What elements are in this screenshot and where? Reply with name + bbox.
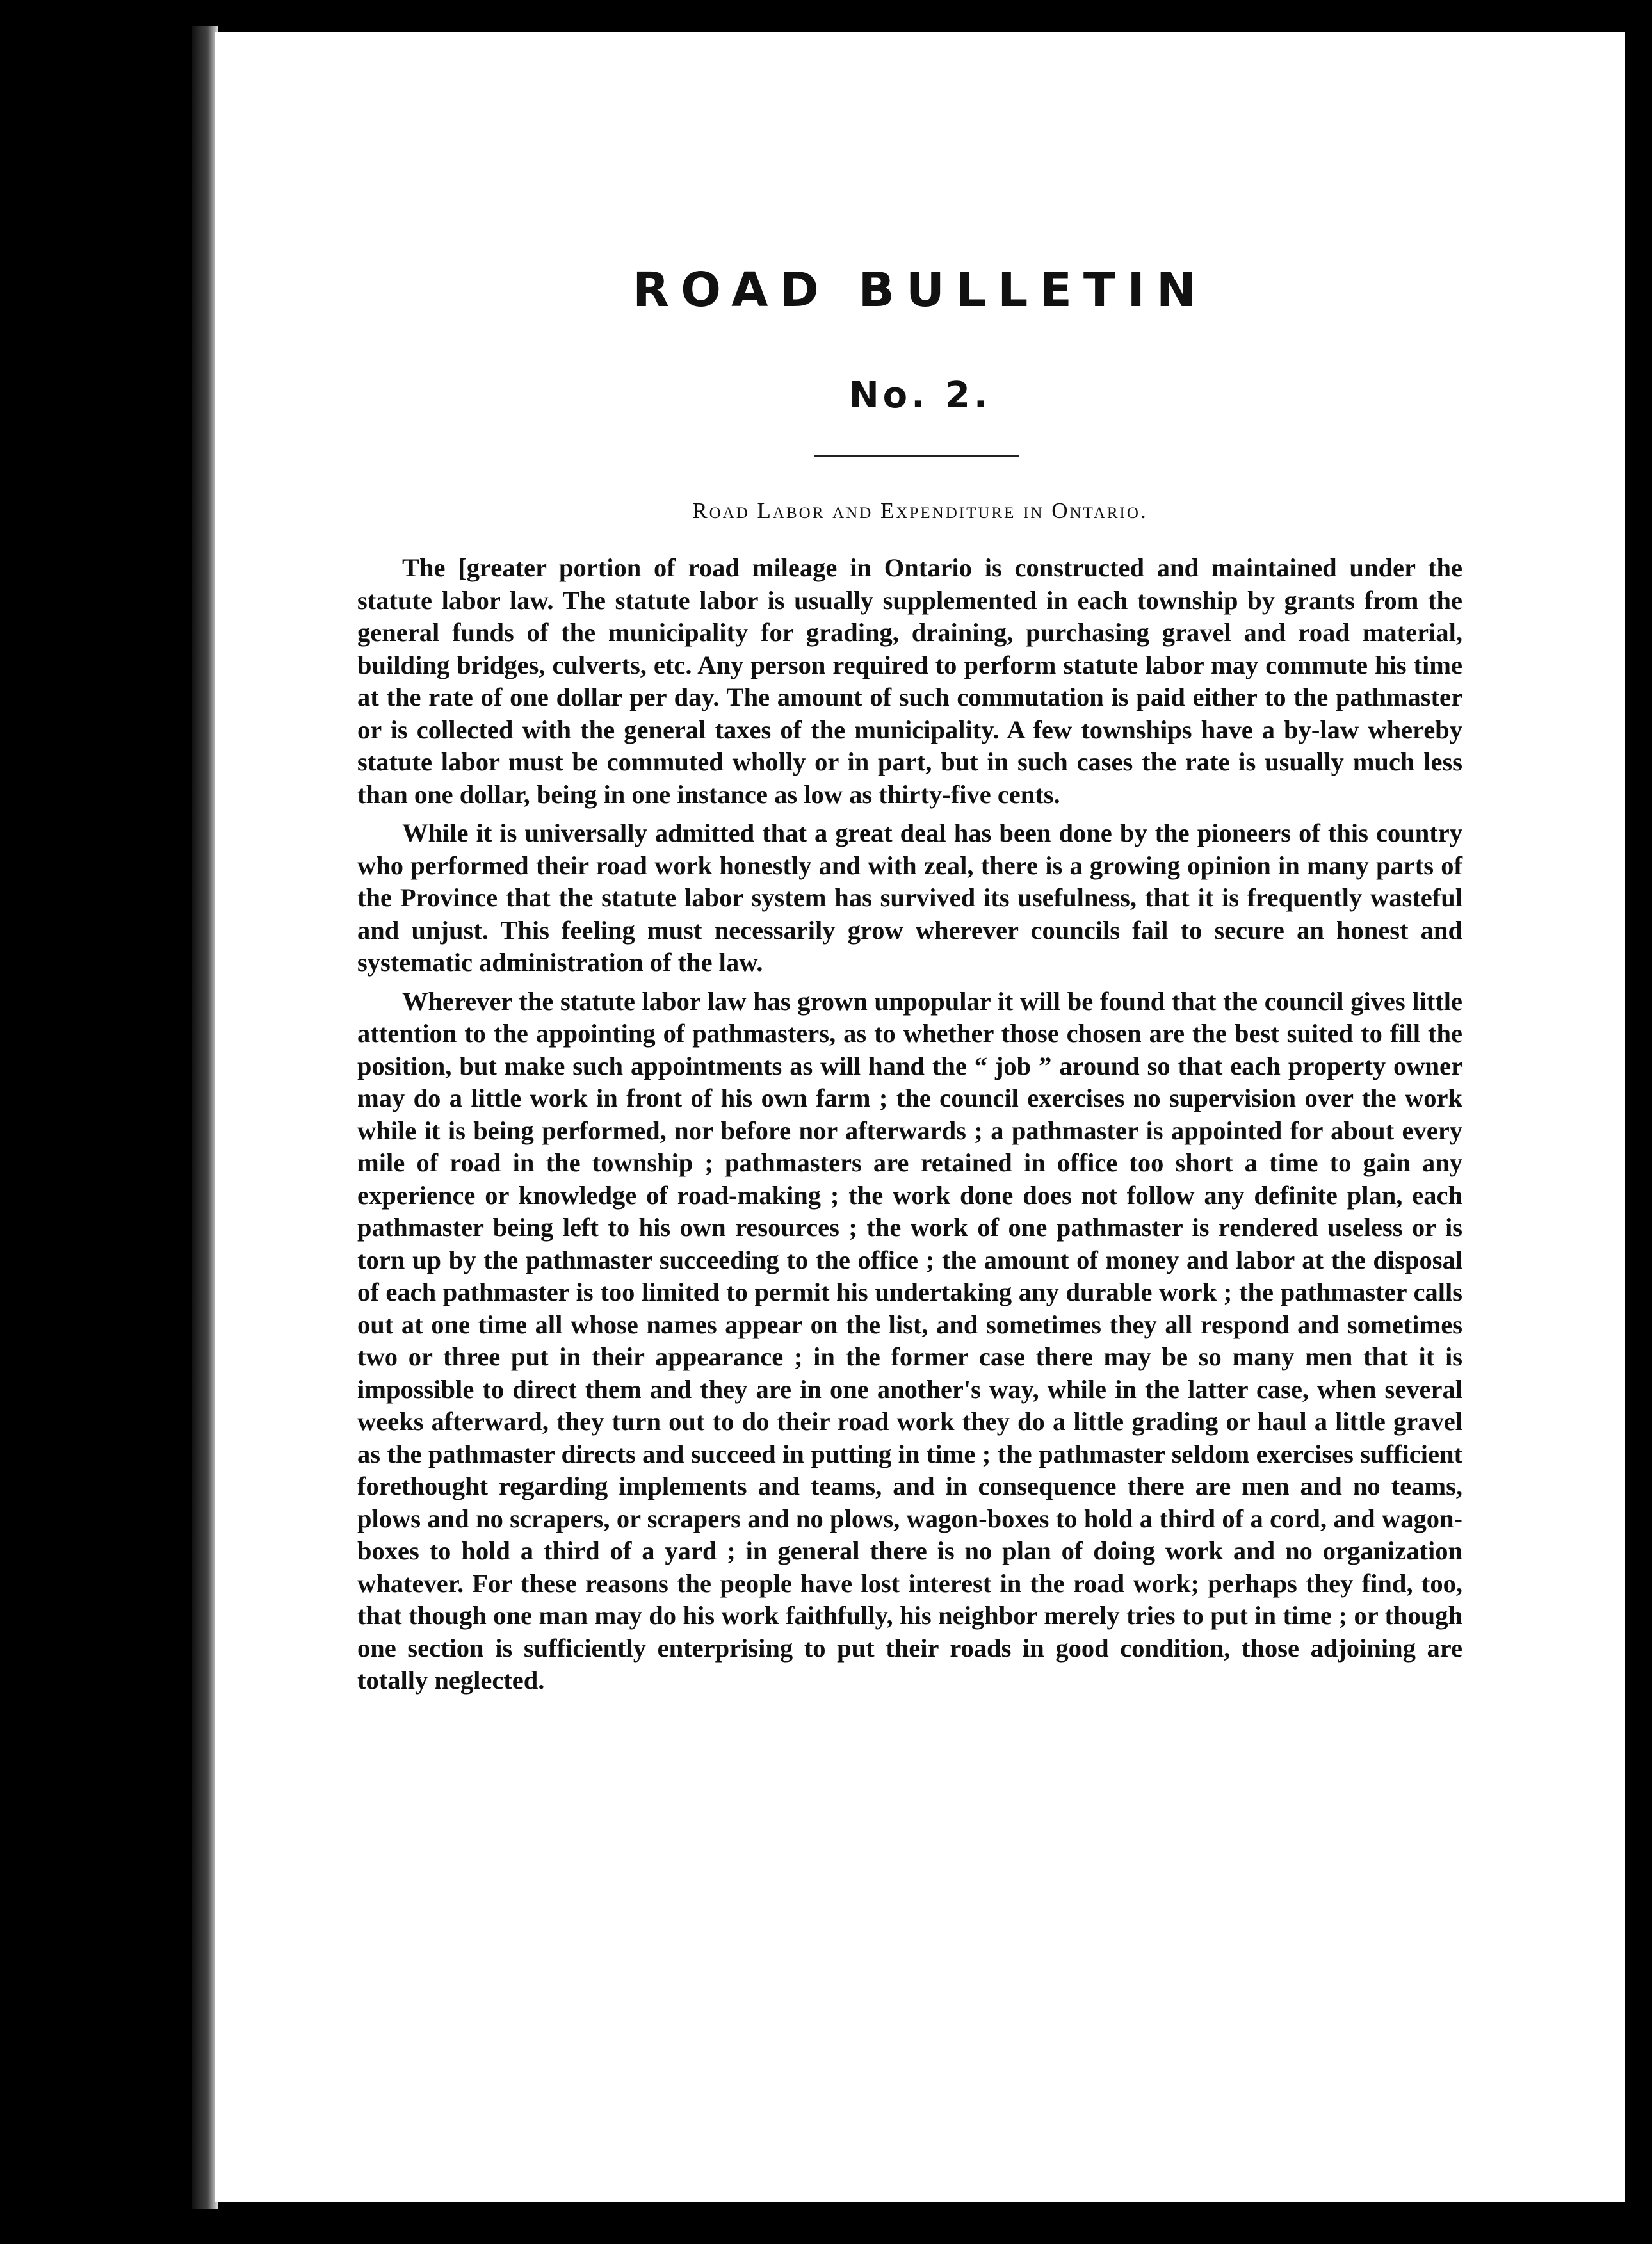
page-binding-gutter — [192, 26, 218, 2209]
paragraph: Wherever the statute labor law has grown unpopular it will be found that the council gives little attention to the appointing of pathmasters, as to whether those chosen are the best suited to fill the position, but make such appointments as will hand the “ job ” around so that each property owner may do a little work in front of his own farm ; the council exercises no supervision over the work while it is being performed, nor before nor afterwards ; a pathmaster is appointed for about every mile of road in the township ; pathmasters are retained in office too short a time to gain any experience or knowledge of road-making ; the work done does not follow any definite plan, each pathmaster being left to his own resources ; the work of one pathmaster is rendered useless or is torn up by the pathmaster succeeding to the office ; the amount of money and labor at the disposal of each pathmaster is too limited to permit his undertaking any durable work ; the pathmaster calls out at one time all whose names appear on the list, and sometimes they all respond and sometimes two or three put in their appearance ; in the former case there may be so many men that it is impossible to direct them and they are in one another's way, while in the latter case, when several weeks afterward, they turn out to do their road work they do a little grading or haul a little gravel as the pathmaster directs and succeed in putting in time ; the pathmaster seldom exercises sufficient forethought regarding implements and teams, and in consequence there are men and no teams, plows and no scrapers, or scrapers and no plows, wagon-boxes to hold a third of a cord, and wagon-boxes to hold a third of a yard ; in general there is no plan of doing work and no organization whatever. For these reasons the people have lost interest in the road work; perhaps they find, too, that though one man may do his work faithfully, his neighbor merely tries to put in time ; or though one section is sufficiently enterprising to put their roads in good condition, those adjoining are totally neglected. — [357, 986, 1462, 1695]
bulletin-number: No. 2. — [848, 375, 992, 416]
page-title: ROAD BULLETIN — [633, 263, 1208, 318]
scan-left-margin — [0, 0, 192, 2244]
document-page — [215, 32, 1625, 2202]
paragraph: The [greater portion of road mileage in Ontario is constructed and maintained under the statute labor law. The statute labor is usually supplemented in each township by grants from the general funds of the municipality for grading, draining, purchasing gravel and road material, building bridges, culverts, etc. Any person required to perform statute labor may commute his time at the rate of one dollar per day. The amount of such commutation is paid either to the pathmaster or is collected with the general taxes of the municipality. A few townships have a by-law whereby statute labor must be commuted wholly or in part, but in such cases the rate is usually much less than one dollar, being in one instance as low as thirty-five cents. — [357, 553, 1462, 809]
title-divider — [814, 455, 1019, 457]
section-heading: Road Labor and Expenditure in Ontario. — [692, 498, 1148, 523]
body-text — [357, 552, 1462, 1703]
paragraph: While it is universally admitted that a great deal has been done by the pioneers of this country who performed their road work honestly and with zeal, there is a growing opinion in many parts of the Province that the statute labor system has survived its usefulness, that it is frequently wasteful and unjust. This feeling must necessarily grow wherever councils fail to secure an honest and systematic administration of the law. — [357, 818, 1462, 977]
